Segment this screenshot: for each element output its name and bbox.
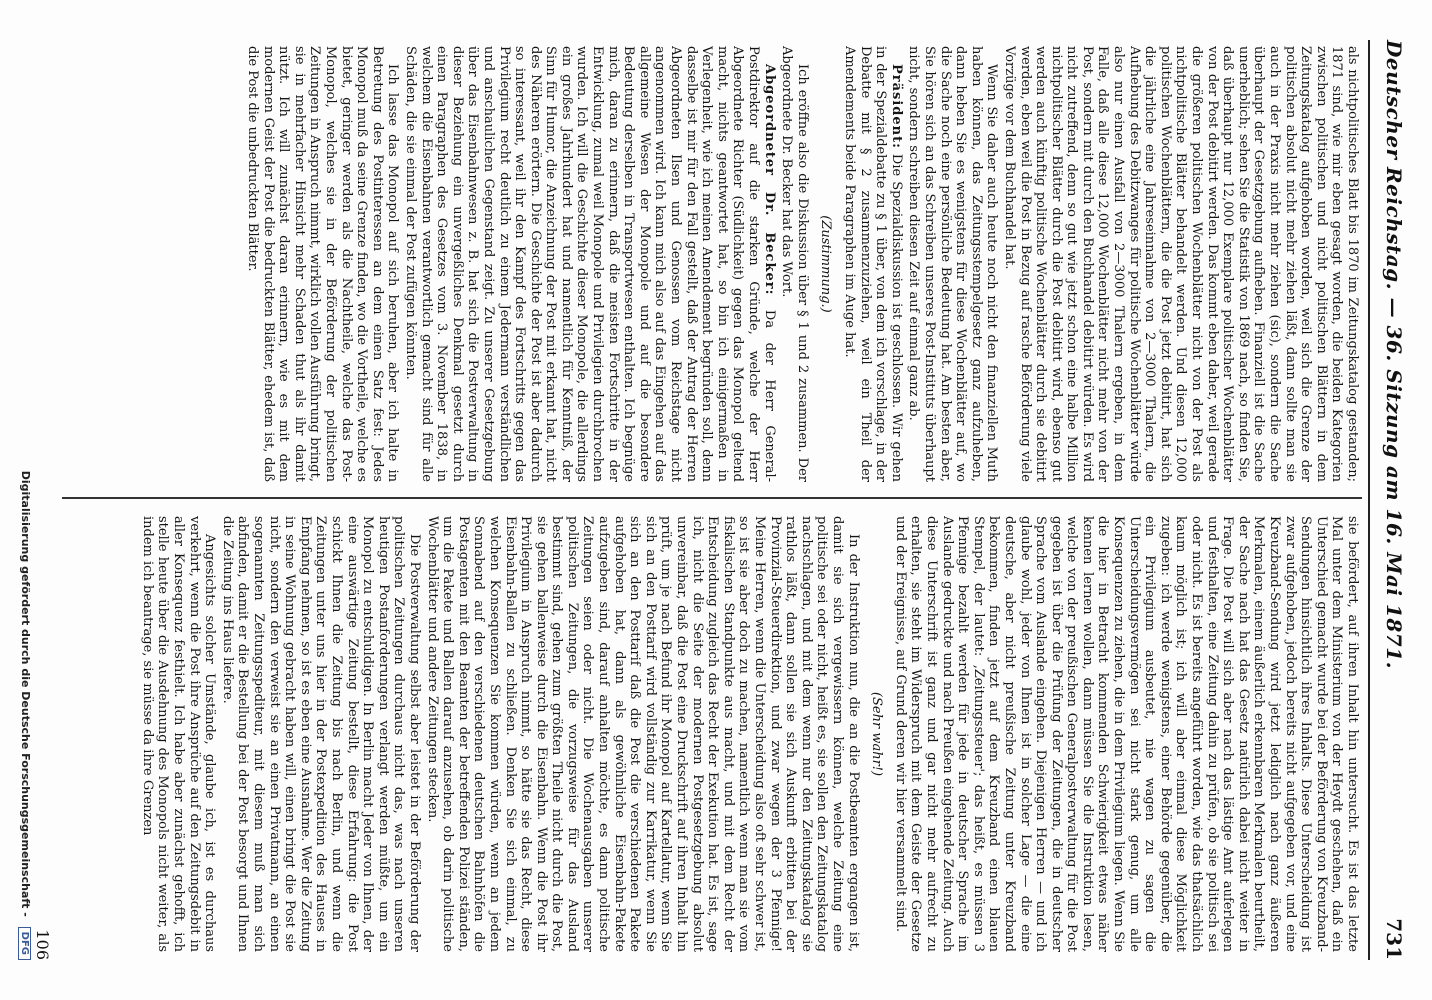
paragraph: In der Instruktion nun, die an die Postbeamten ergangen ist, damit sie sich vergewissern können, welche Zeitung eine politische sei oder nicht, heißt es, sie sollen den Zeitungskatalog nachschlagen, und mit dem wenn nur den Zeitungskatalog sie rathlos läßt, dann sollen sie sich Auskunft erbitten bei der Provinzial-Steuerdirektion, und zwar wegen der 3 Pfennige! Meine Herren, wenn die Unterscheidung also oft sehr schwer ist, so ist sie aber doch zu machen, namentlich wenn man sie vom fiskalischen Standpunkte aus macht, und mit dem Recht der Entscheidung zugleich das Recht der Exekution hat. Es ist, sage ich, nicht die Seite der modernen Postgesetzgebung absolut unvereinbar, daß die Post eine Druckschrift auf ihren Inhalt hin prüft, um je nach Befund ihr Monopol auf Kartellatur, wenn Sie sich an den Posttarif wird vollständig zur Karrikatur, wenn Sie sich an den Posttarif daß die Post die verschiedenen Pakete aufgehoben hat, dann als gewöhnliche Eisenbahn-Pakete aufzugeben sind, darauf anhalten möchte, es dann politische Zeitungen seien oder nicht. Die Wochenausgaben unserer politischen Zeitungen, die vorzugsweise für das Ausland bestimmt sind, gehen zum größten Theile nicht durch die Post, sie gehen ballenweise durch die Eisenbahn. Wenn die Post ihr Privilegium in Anspruch nimmt, so hätte sie das Recht, diese Eisenbahn-Ballen zu schließen. Denken Sie sich einmal, zu welchen Konsequenzen Sie kommen würden, wenn an jedem Sonnabend auf den verschiedenen deutschen Bahnhöfen die Postagenten mit den Beamten der betreffenden Polizei ständen, um die Pakete und Ballen darauf anzusehen, ob darin politische Wochenblätter und andere Zeitungen stecken. [424, 516, 861, 952]
dfg-logo: DFG [18, 927, 31, 960]
page-number: 731 [1382, 918, 1406, 960]
interjection: (Zustimmung.) [818, 215, 834, 313]
paragraph: Wenn Sie daher auch heute noch nicht den finanziellen Muth haben können, das Zeitungsstempelgesetz ganz aufzuheben, dann heben Sie es wenigstens für diese Wochenblätter auf, wo die Sache noch eine persönliche Bedeutung hat. Am besten aber, Sie hören sich an das Schreiben unseres Post-Instituts überhaupt nicht, sondern schreiben diesen Zeit auf einmal ganz ab. [906, 46, 1000, 482]
digitization-credit [12, 40, 32, 960]
page-header [1374, 40, 1414, 960]
left-column [70, 46, 1360, 482]
becker-speech [402, 46, 776, 482]
president-statement [841, 46, 903, 482]
column-divider [62, 497, 1362, 499]
speech-text: Da der Herr General-Postdirektor auf die starken Gründe, welche der Herr Abgeordnete Richter (Südlichkeit) gegen das Monopol geltend macht, nichts geantwortet hat, so bin ich einigermaßen in Verlegenheit, wie ich meinen Amendement begründen soll, denn dasselbe ist mir für den Fall gestellt, daß der Antrag der Herren Abgeordneten Ilsen und Genossen vom Reichstage nicht angenommen wird. Ich kann mich also auf das Eingehen auf das allgemeine Wesen der Monopole und auf die besondere Bedeutung derselben in Transportwesen enthalten. Ich begnüge mich, daran zu erinnern, daß die meisten Fortschritte in der Entwicklung, zumal weil Monopole und Privilegien durchbrochen wurden. Ich will die Geschichte dieser Monopole, die allerdings ein großes Jahrhundert hat und namentlich für Kenntniß, der Sinn für Humor, die Anzeichnung der Post mit erkannt hat, nicht des Näheren erörtern. Die Geschichte der Post ist aber dadurch so interessant, weil ihr den Kampf des Fortschritts gegen das Privilegium recht deutlich zu einem Jedermann verständlichen und anschaulichen Gegenstand zeigt. Zu unserer Gesetzgebung über das Eisenbahnwesen z. B. hat sich die Postverwaltung in dieser Beziehung ein unvergeßliches Denkmal gesetzt durch einen Paragraphen des Gesetzes vom 3. November 1838, in welchem die Eisenbahnen verantwortlich gemacht sind für alle Schäden, die sie einmal der Post zufügen könnten. [402, 46, 777, 482]
paragraph: Ich eröffne also die Diskussion über § 1 und 2 zusammen. Der Abgeordnete Dr. Becker hat das Wort. [779, 46, 810, 482]
credit-text: Digitalisierung gefördert durch die Deutsche Forschungsgemeinschaft - [19, 470, 32, 917]
paragraph: Die Postverwaltung selbst aber leistet in der Beförderung der politischen Zeitungen durchaus nicht das, was nach unseren heutigen Postanforderungen verlangt werden müßte, um ein Monopol zu entschuldigen. In Berlin macht Jeder von Ihnen, der eine auswärtige Zeitung bestellt, diese Erfahrung: die Post schickt Ihnen die Zeitung bis nach Berlin, und wenn die Zeitungen unter uns hier in der Postexpedition des Hauses in Empfang nehmen, so ist es eben eine Ausnahme. Wer die Zeitung in seine Wohnung gebracht haben will, einen bringt die Post sie nicht, sondern den verweist sie an einen Privatmann, an einen sogenannten Zeitungsspediteur, mit diesem muß man sich abfinden, damit er die Bestellung bei der Post besorgt und Ihnen die Zeitung ins Haus liefere. [219, 516, 422, 952]
right-column [70, 516, 1360, 952]
paragraph: sie befördert, auf ihren Inhalt hin untersucht. Es ist das letzte Mal unter dem Ministerium von der Heydt geschehen, daß ein Unterschied gemacht wurde bei der Beförderung von Kreuzband-Sendungen hinsichtlich ihres Inhalts. Diese Unterscheidung ist zwar aufgehoben, jedoch bereits nicht aufgegeben vor, und eine Kreuzband-Sendung wird jetzt lediglich nach ganz äußeren Merkmalen, einem äußerlich erkennbaren Merkmalen beurtheilt, der Sache nach hat das Gesetz natürlich dabei nicht weiter in Frage. Die Post will sich aber nach das lästige Amt auferlegen und festhalten, eine Zeitung dahin zu prüfen, ob sie politisch sei oder nicht. Es ist bereits angeführt worden, wie das thatsächlich kaum möglich ist; ich will aber einmal diese Möglichkeit zugeben: ich werde wenigstens, einer Behörde gegenüber, die ein Privilegium ausbeutet, nie wagen zu sagen die Unterscheidungsvermögen sei nicht stark genug, um alle Konsequenzen zu ziehen, die in dem Privilegium liegen. Wenn Sie die hier in Betracht kommenden Schwierigkeit etwas näher kennen lernen wollen, dann müssen Sie die Instruktion lesen, welche von der preußischen Generalpostverwaltung für die Post gegeben ist über die Prüfung der Zeitungen, die in deutscher Sprache vom Auslande eingehen. Diejenigen Herren — und ich glaube wohl, jeder von Ihnen ist in solcher Lage — die eine deutsche, aber nicht preußische Zeitung unter Kreuzband bekommen, finden jetzt auf dem Kreuzband einen blauen Stempel, der lautet: ‚Zeitungssteuer'; das heißt, es müssen 3 Pfennige bezahlt werden für jede in deutscher Sprache im Auslande gedruckte und nach Preußen eingehende Zeitung. Auch diese Unterschrift ist ganz und gar nicht mehr aufrecht zu erhalten, sie steht im Widerspruch mit dem Geiste der Gesetze und der Ereignisse, auf Grund deren wir hier versammelt sind. [892, 516, 1360, 952]
speaker-name: Abgeordneter Dr. Becker: [761, 64, 777, 296]
sheet-number: 106 [33, 929, 52, 960]
interjection: (Sehr wahr!) [869, 691, 885, 777]
running-head: Deutscher Reichstag. — 36. Sitzung am 16. Mai 1871. [1382, 40, 1406, 670]
paragraph: Angesichts solcher Umstände, glaube ich, ist es durchaus verkehrt, wenn die Post ihre Ansprüche auf den Zeitungsdebit in aller Konsequenz festhielt. Ich habe aber zunächst gehofft, ich stelle heute über die Ausdehnung des Monopols nicht weiter, als indem ich beantrage, sie müsse da ihre Grenzen [139, 516, 218, 952]
paragraph: als nichtpolitisches Blatt bis 1870 im Zeitungskatalog gestanden; 1871 sind, wie mir eben gesagt worden, die beiden Kategorien zwischen politischen und nicht politischen Blättern in dem Zeitungskatalog aufgehoben worden, weil sich die Grenze der politischen absolut nicht mehr ziehen läßt, dann sollte man sie auch in der Praxis nicht mehr ziehen (sic), sondern die Sache überhaupt der Gesetzgebung aufheben. Finanziell ist die Sache unerheblich; sehen Sie die Statistik von 1869 nach, so finden Sie, daß überhaupt nur 12,000 Exemplare politischer Wochenblätter von der Post debitirt werden. Das kommt eben daher, weil gerade die größeren politischen Wochenblätter nicht von der Post als nichtpolitische Blätter behandelt werden. Und diesen 12,000 politischen Wochenblättern, die die Post jetzt debitirt, hat sich die jährliche eine Jahreseinnahme von 2—3000 Thalern, die Aufhebung des Debitzwanges für politische Wochenblätter würde also nur einen Ausfall von 2—3000 Thalern ergeben, in dem Falle, daß alle diese 12,000 Wochenblätter nicht mehr von der Post, sondern mit durch den Buchhandel debitirt würden. Es wird nicht zutreffend, denn so gut wie jetzt schon eine halbe Million nichtpolitischer Blätter durch die Post debitirt wird, ebenso gut werden auch künftig politische Wochenblätter durch sie debitirt werden, eben weil die Post in Bezug auf rasche Beförderung viele Vorzüge vor dem Buchhandel hat. [1001, 46, 1360, 482]
speech-text: Die Spezialdiskussion ist geschlossen. Wir gehen in der Spezialdebatte zu § 1 über, von dem ich vorschlage, in der Debatte mit § 2 zusammenzuziehen, weil ein Theil der Amendements beide Paragraphen im Auge hat. [842, 46, 904, 482]
paragraph: Ich lasse das Monopol auf sich beruhen, aber ich halte in Betretung des Postinteressen an dem einen Satz fest: Jedes Monopol muß da seine Grenze finden, wo die Vortheile, welche es bietet, geringer werden als die Nachtheile, welche das Post-Monopol, welches sie in der Beförderung der politischen Zeitungen in Anspruch nimmt, wirklich vollen Ausführung bringt, sie in mehrfacher Hinsicht mehr Schaden thut als ihr damit nützt. Ich will zunächst daran erinnern, wie es mit dem modernen Geist der Post die bedruckten Blätter, ehedem ist, daß die Post die unbedruckten Blätter. [245, 46, 401, 482]
header-rule [1368, 40, 1370, 960]
speaker-name: Präsident: [888, 64, 904, 149]
